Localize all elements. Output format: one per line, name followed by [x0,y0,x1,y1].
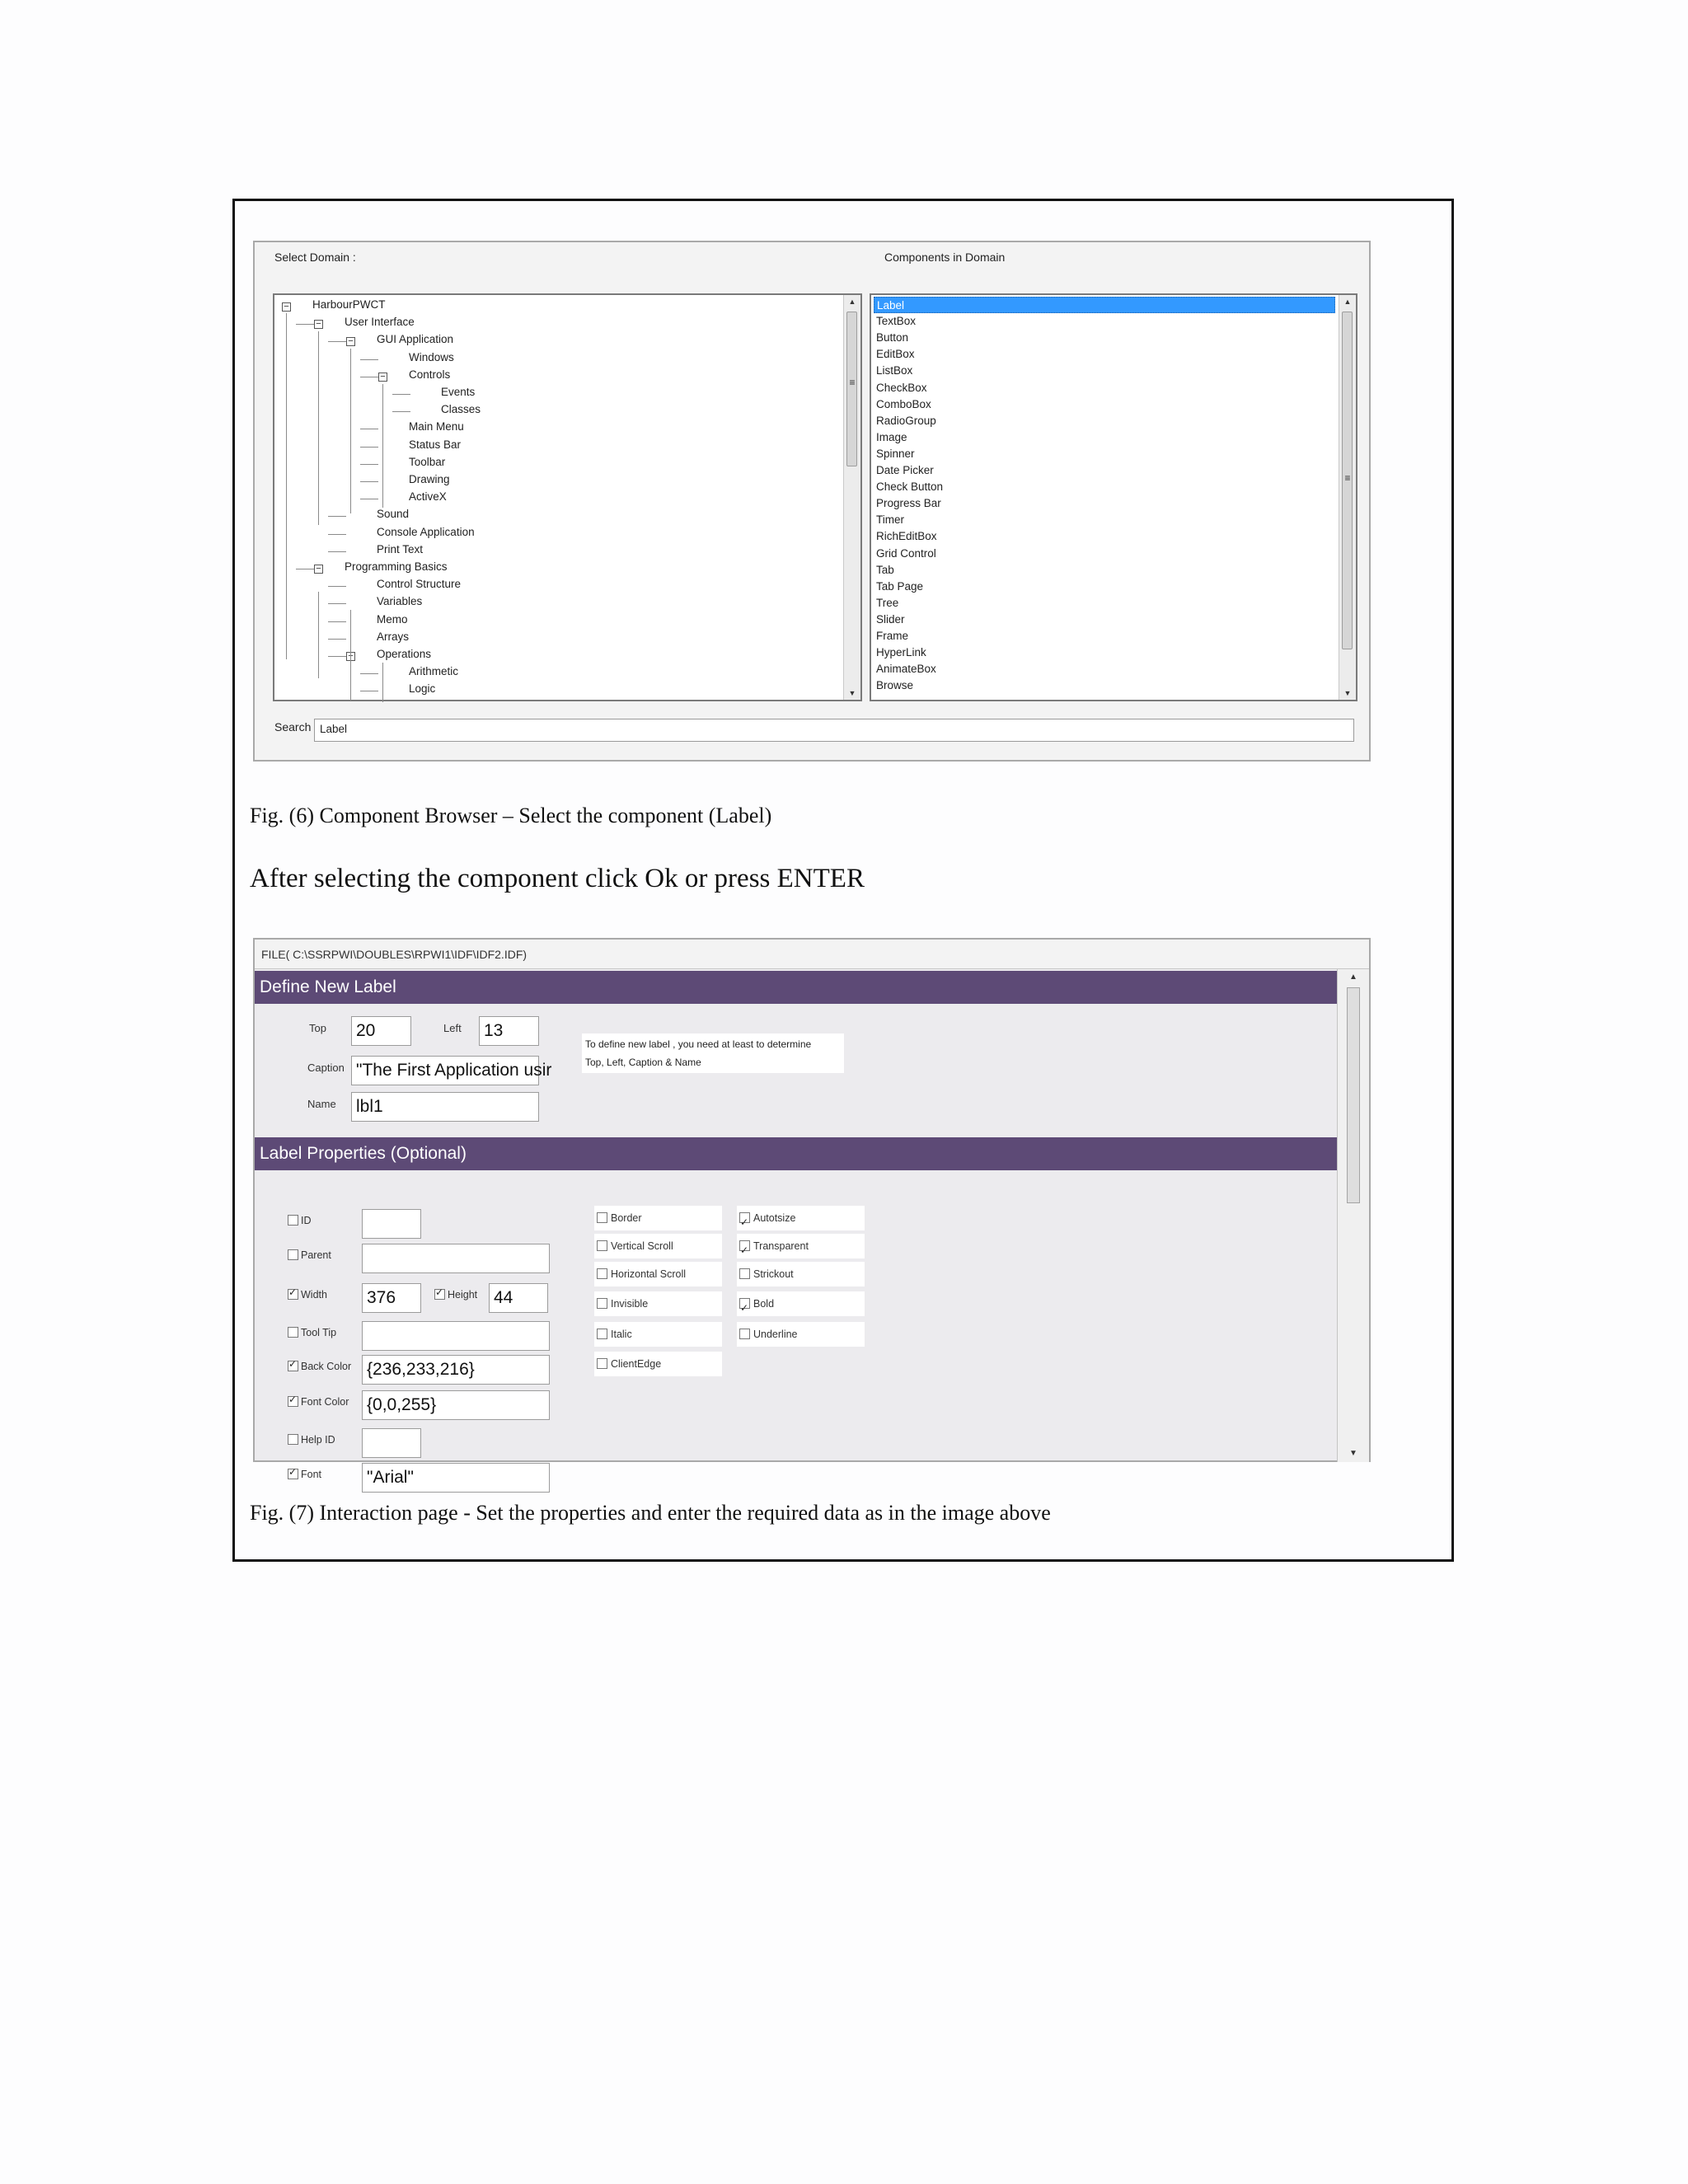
property-checkbox[interactable] [288,1327,298,1338]
scroll-thumb[interactable] [846,312,857,466]
caption-input[interactable]: "The First Application usir [351,1056,539,1085]
tree-node[interactable]: Logic [409,682,436,696]
property-checkbox[interactable] [288,1434,298,1445]
flag-option[interactable] [594,1322,722,1347]
components-list[interactable] [870,293,1357,701]
fig7-caption: Fig. (7) Interaction page - Set the properties and enter the required data as in the image above [250,1501,1051,1525]
tree-connector [328,656,346,657]
flag-label: Autotsize [753,1212,796,1224]
tree-guide [350,610,351,701]
list-item[interactable]: EditBox [876,348,915,361]
help-hint [582,1033,844,1073]
hint-line-1: To define new label , you need at least to determine [585,1038,812,1050]
tree-connector [328,621,346,622]
tree-node[interactable]: GUI Application [377,333,454,346]
property-input[interactable] [362,1321,550,1351]
flag-checkbox[interactable] [739,1212,750,1223]
tree-connector [328,603,346,604]
flag-checkbox[interactable] [597,1329,607,1339]
interaction-page [253,938,1371,1487]
list-item[interactable]: ListBox [876,364,913,377]
tree-guide [286,313,287,659]
property-label: Parent [301,1249,331,1261]
property-input[interactable] [362,1209,421,1239]
search-input[interactable]: Label [314,719,1354,742]
property-label: Font [301,1469,322,1480]
tree-node[interactable]: Sound [377,508,410,521]
fig6-caption: Fig. (6) Component Browser – Select the component (Label) [250,804,772,827]
scroll-up-icon[interactable]: ▲ [1349,972,1357,982]
property-checkbox[interactable] [288,1215,298,1226]
property-label: ID [301,1215,312,1226]
flag-checkbox[interactable] [597,1212,607,1223]
property-label: Back Color [301,1361,352,1372]
flag-option[interactable] [737,1234,865,1258]
scroll-thumb[interactable] [1347,987,1360,1203]
flag-checkbox[interactable] [597,1268,607,1279]
list-item[interactable]: Browse [876,679,914,692]
page-scrollbar[interactable] [1337,969,1369,1462]
list-item[interactable]: Check Button [876,480,944,494]
flag-label: Horizontal Scroll [611,1268,687,1280]
tree-connector [328,639,346,640]
list-item[interactable]: TextBox [876,315,917,328]
flag-label: Strickout [753,1268,794,1280]
property-label: Width [301,1289,327,1301]
collapse-icon[interactable]: − [314,320,323,329]
tree-node[interactable]: Main Menu [409,420,464,434]
name-input[interactable]: lbl1 [351,1092,539,1122]
flag-checkbox[interactable] [739,1240,750,1251]
tree-guide [318,331,319,525]
tree-node[interactable]: Arithmetic [409,665,459,678]
property-label: Font Color [301,1396,349,1408]
flag-option[interactable] [594,1352,722,1376]
tree-node[interactable]: Status Bar [409,438,462,451]
name-label: Name [307,1098,336,1110]
property-input[interactable]: {0,0,255} [362,1390,550,1420]
flag-label: ClientEdge [611,1358,662,1370]
tree-connector [328,341,346,342]
tree-connector [296,324,314,325]
caption-label: Caption [307,1062,345,1074]
scroll-down-icon[interactable]: ▼ [1349,1449,1357,1458]
tree-guide [350,349,351,513]
list-item[interactable]: Frame [876,630,909,642]
property-input[interactable] [362,1428,421,1458]
flag-label: Underline [753,1329,798,1340]
flag-option[interactable] [737,1322,865,1347]
list-item[interactable]: Spinner [876,447,915,460]
tree-node[interactable]: Control Structure [377,578,462,591]
list-item[interactable]: Progress Bar [876,497,941,510]
scroll-grip-icon: ≡ [1344,472,1351,484]
tree-connector [328,516,346,517]
domain-tree[interactable] [273,293,862,701]
flag-option[interactable] [737,1262,865,1286]
property-input[interactable]: "Arial" [362,1463,550,1493]
flag-checkbox[interactable] [597,1358,607,1369]
tree-guide [382,384,383,508]
property-checkbox[interactable] [288,1289,298,1300]
tree-guide [382,663,383,702]
flag-label: Invisible [611,1298,649,1310]
scroll-grip-icon: ≡ [849,377,856,388]
tree-node[interactable]: Controls [409,368,451,381]
list-item[interactable]: Label [874,297,1335,313]
tree-connector [392,394,410,395]
property-input[interactable]: {236,233,216} [362,1355,550,1385]
flag-checkbox[interactable] [597,1240,607,1251]
property-label: Help ID [301,1434,335,1446]
flag-checkbox[interactable] [739,1298,750,1309]
tree-node[interactable]: Print Text [377,542,424,555]
tree-connector [360,464,378,465]
flag-checkbox[interactable] [739,1329,750,1339]
list-item[interactable]: Tab Page [876,579,924,593]
list-item[interactable]: RichEditBox [876,530,937,543]
tree-node[interactable]: ActiveX [409,490,447,504]
search-label: Search [274,720,312,733]
tree-connector [360,673,378,674]
list-item[interactable]: RadioGroup [876,414,936,427]
list-item[interactable]: Grid Control [876,546,936,560]
list-item[interactable]: AnimateBox [876,663,936,676]
flag-option[interactable] [737,1206,865,1230]
height-input[interactable]: 44 [489,1283,548,1313]
instruction-text: After selecting the component click Ok or press ENTER [250,864,865,893]
tree-node[interactable]: Console Application [377,525,475,538]
figure-frame [232,199,1454,1562]
tree-node[interactable]: Drawing [409,473,450,485]
define-new-label-header: Define New Label [255,971,1339,1004]
tree-node[interactable]: User Interface [345,316,415,329]
tree-connector [360,359,378,360]
flag-label: Vertical Scroll [611,1240,673,1252]
label-properties-header: Label Properties (Optional) [255,1137,1339,1170]
flag-label: Bold [753,1298,775,1310]
list-item[interactable]: Date Picker [876,464,934,476]
property-checkbox[interactable] [288,1361,298,1371]
property-input[interactable]: 376 [362,1283,421,1313]
components-in-domain-label: Components in Domain [884,251,1006,264]
height-label: Height [448,1289,478,1301]
tree-scrollbar[interactable] [843,295,860,700]
top-input[interactable]: 20 [351,1016,411,1046]
file-path-bar: FILE( C:\SSRPWI\DOUBLES\RPWI1\IDF\IDF2.IDF) [255,940,1369,969]
scroll-up-icon[interactable]: ▲ [848,298,856,306]
tree-connector [328,551,346,552]
flag-checkbox[interactable] [739,1268,750,1279]
tree-node[interactable]: Variables [377,595,423,608]
property-checkbox[interactable] [288,1249,298,1260]
tree-node[interactable]: Classes [441,403,481,416]
flag-option[interactable] [594,1262,722,1286]
flag-option[interactable] [737,1291,865,1316]
left-input[interactable]: 13 [479,1016,539,1046]
flag-label: Transparent [753,1240,809,1252]
collapse-icon[interactable]: − [378,373,387,382]
tree-node[interactable]: Toolbar [409,455,446,468]
property-label: Tool Tip [301,1327,337,1338]
tree-connector [392,411,410,412]
collapse-icon[interactable]: − [346,652,355,661]
flag-option[interactable] [594,1206,722,1230]
list-item[interactable]: Timer [876,513,904,527]
tree-connector [360,447,378,448]
property-checkbox[interactable] [288,1396,298,1407]
list-item[interactable]: HyperLink [876,646,926,659]
property-checkbox[interactable] [288,1469,298,1479]
scroll-down-icon[interactable]: ▼ [1343,689,1352,697]
scroll-up-icon[interactable]: ▲ [1343,298,1352,306]
select-domain-label: Select Domain : [274,251,356,264]
list-item[interactable]: CheckBox [876,381,927,394]
component-browser [253,241,1371,762]
list-item[interactable]: ComboBox [876,397,931,410]
top-label: Top [309,1022,326,1034]
tree-node[interactable]: HarbourPWCT [312,298,386,311]
tree-connector [360,481,378,482]
tree-node[interactable]: Operations [377,648,432,660]
tree-node[interactable]: Arrays [377,630,410,643]
tree-node[interactable]: Windows [409,350,454,363]
scroll-down-icon[interactable]: ▼ [848,689,856,697]
tree-node[interactable]: Memo [377,612,408,626]
tree-connector [328,534,346,535]
list-item[interactable]: Tab [876,563,894,576]
tree-node[interactable]: Events [441,386,476,398]
list-scrollbar[interactable] [1339,295,1356,700]
hint-line-2: Top, Left, Caption & Name [585,1057,701,1068]
list-item[interactable]: Image [876,430,907,443]
collapse-icon[interactable]: − [346,337,355,346]
property-input[interactable] [362,1244,550,1273]
collapse-icon[interactable]: − [282,302,291,312]
left-label: Left [443,1022,462,1034]
flag-label: Italic [611,1329,632,1340]
list-item[interactable]: Slider [876,612,905,626]
flag-checkbox[interactable] [597,1298,607,1309]
flag-label: Border [611,1212,642,1224]
list-item[interactable]: Tree [876,596,899,609]
flag-option[interactable] [594,1234,722,1258]
collapse-icon[interactable]: − [314,565,323,574]
list-item[interactable]: Button [876,331,909,344]
tree-node[interactable]: Programming Basics [345,560,448,573]
height-checkbox[interactable] [434,1289,445,1300]
tree-guide [318,592,319,678]
flag-option[interactable] [594,1291,722,1316]
tree-connector [328,586,346,587]
